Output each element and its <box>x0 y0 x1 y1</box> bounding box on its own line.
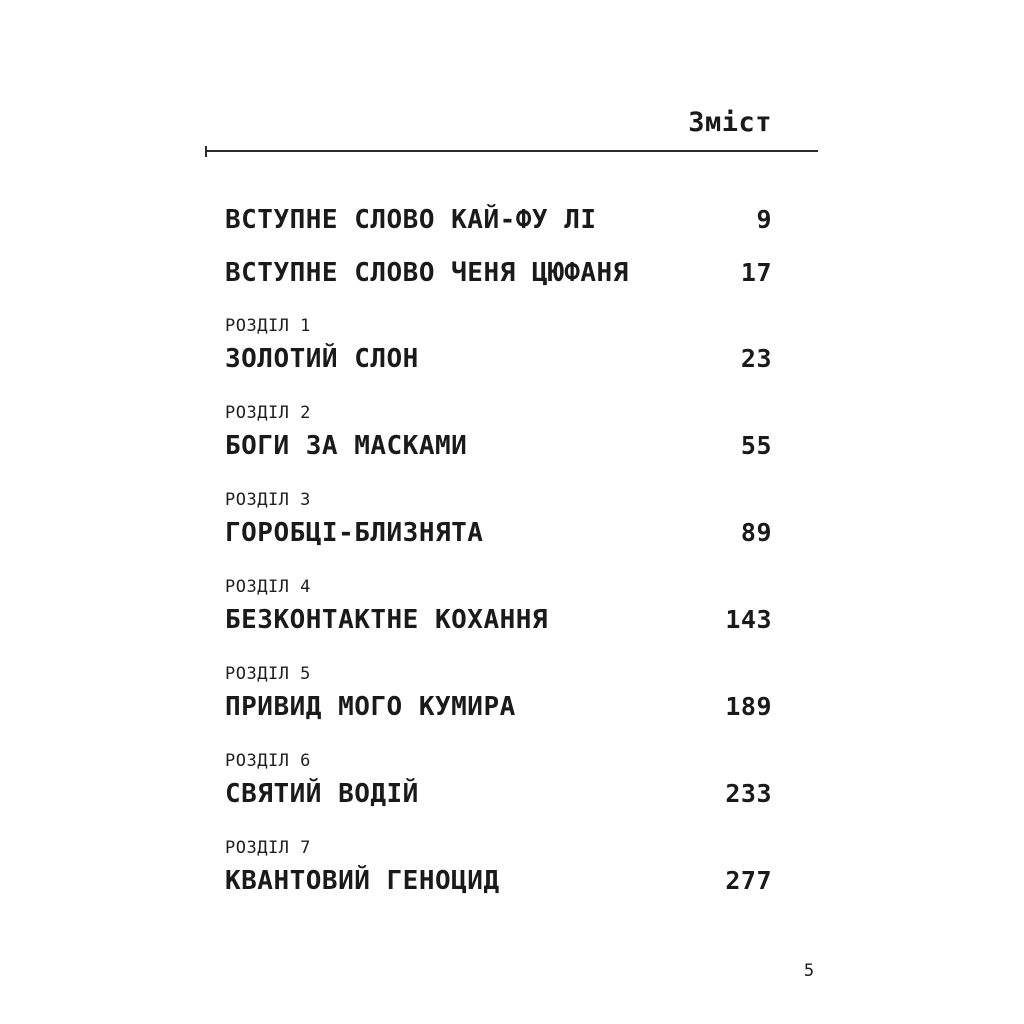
chapter-page-number: 23 <box>740 344 772 373</box>
toc-chapter-3 <box>225 492 772 548</box>
chapter-title: КВАНТОВИЙ ГЕНОЦИД <box>225 866 500 896</box>
chapter-title: СВЯТИЙ ВОДІЙ <box>225 779 419 809</box>
chapter-title: БОГИ ЗА МАСКАМИ <box>225 431 468 461</box>
rule-left-tick <box>205 146 207 157</box>
entry-page-number: 9 <box>756 205 772 234</box>
chapter-title: ПРИВИД МОГО КУМИРА <box>225 692 516 722</box>
chapter-page-number: 277 <box>725 866 772 895</box>
toc-chapter-2 <box>225 405 772 461</box>
entry-title: ВСТУПНЕ СЛОВО ЧЕНЯ ЦЮФАНЯ <box>225 258 629 288</box>
chapter-page-number: 233 <box>725 779 772 808</box>
toc-chapter-7 <box>225 840 772 896</box>
chapter-label: РОЗДІЛ 4 <box>225 577 311 597</box>
chapter-label: РОЗДІЛ 5 <box>225 664 311 684</box>
chapter-page-number: 189 <box>725 692 772 721</box>
chapter-title: ЗОЛОТИЙ СЛОН <box>225 344 419 374</box>
chapter-title: БЕЗКОНТАКТНЕ КОХАННЯ <box>225 605 549 635</box>
chapter-title: ГОРОБЦІ-БЛИЗНЯТА <box>225 518 484 548</box>
page-title: Зміст <box>688 107 772 138</box>
chapter-page-number: 89 <box>740 518 772 547</box>
chapter-label: РОЗДІЛ 3 <box>225 490 311 510</box>
toc-entry-foreword-2 <box>225 259 772 288</box>
chapter-page-number: 143 <box>725 605 772 634</box>
toc-chapter-6 <box>225 753 772 809</box>
toc-entry-foreword-1 <box>225 206 772 235</box>
page-number: 5 <box>803 961 815 981</box>
toc-chapter-1 <box>225 318 772 374</box>
chapter-label: РОЗДІЛ 7 <box>225 838 311 858</box>
chapter-label: РОЗДІЛ 1 <box>225 316 311 336</box>
chapter-page-number: 55 <box>740 431 772 460</box>
toc-chapter-4 <box>225 579 772 635</box>
entry-page-number: 17 <box>740 258 772 287</box>
header-rule <box>205 150 818 152</box>
entry-title: ВСТУПНЕ СЛОВО КАЙ-ФУ ЛІ <box>225 205 597 235</box>
chapter-label: РОЗДІЛ 6 <box>225 751 311 771</box>
toc-chapter-5 <box>225 666 772 722</box>
chapter-label: РОЗДІЛ 2 <box>225 403 311 423</box>
